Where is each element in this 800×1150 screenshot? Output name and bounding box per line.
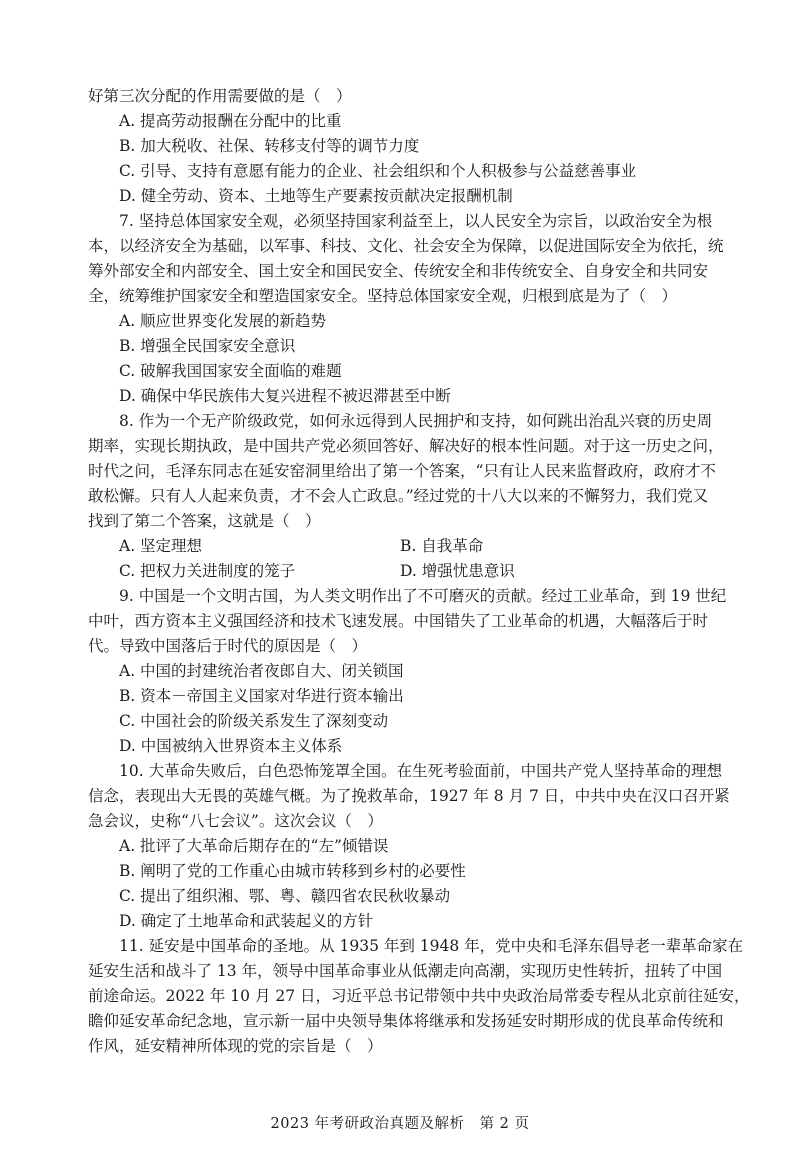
question-stem-line: 期率，实现长期执政，是中国共产党必须回答好、解决好的根本性问题。对于这一历史之问，: [88, 437, 724, 455]
question-stem-line: 7. 坚持总体国家安全观，必须坚持国家利益至上，以人民安全为宗旨，以政治安全为根: [119, 212, 713, 230]
question-stem-line: 9. 中国是一个文明古国，为人类文明作出了不可磨灭的贡献。经过工业革命，到 19 世纪: [119, 587, 727, 605]
option-c: C. 把权力关进制度的笼子: [119, 562, 296, 580]
option-b: B. 资本－帝国主义国家对华进行资本输出: [119, 687, 404, 705]
question-stem-line: 作风，延安精神所体现的党的宗旨是（ ）: [88, 1037, 383, 1055]
question-stem-line: 10. 大革命失败后，白色恐怖笼罩全国。在生死考验面前，中国共产党人坚持革命的理想: [119, 762, 723, 780]
option-c: C. 破解我国国家安全面临的难题: [119, 362, 342, 380]
option-a: A. 提高劳动报酬在分配中的比重: [119, 112, 342, 130]
question-9: [88, 584, 727, 759]
option-b: B. 增强全民国家安全意识: [119, 337, 296, 355]
option-d: D. 健全劳动、资本、土地等生产要素按贡献决定报酬机制: [119, 187, 513, 205]
question-7: [88, 209, 724, 409]
question-stem-line: 瞻仰延安革命纪念地，宣示新一届中央领导集体将继承和发扬延安时期形成的优良革命传统和: [88, 1012, 724, 1030]
option-d: D. 确保中华民族伟大复兴进程不被迟滞甚至中断: [119, 387, 451, 405]
option-c: C. 中国社会的阶级关系发生了深刻变动: [119, 712, 389, 730]
option-c: C. 提出了组织湘、鄂、粤、赣四省农民秋收暴动: [119, 887, 451, 905]
question-stem-line: 筹外部安全和内部安全、国土安全和国民安全、传统安全和非传统安全、自身安全和共同安: [88, 262, 709, 280]
question-stem-line: 急会议，史称“八七会议”。这次会议（ ）: [88, 812, 383, 830]
question-stem-line: 延安生活和战斗了 13 年，领导中国革命事业从低潮走向高潮，实现历史性转折，扭转了中国: [88, 962, 723, 980]
option-d: D. 中国被纳入世界资本主义体系: [119, 737, 343, 755]
option-d: D. 增强忧患意识: [400, 562, 515, 580]
question-6-continuation: [88, 84, 712, 209]
option-row: [88, 534, 712, 559]
option-c: C. 引导、支持有意愿有能力的企业、社会组织和个人积极参与公益慈善事业: [119, 162, 637, 180]
page-footer: 2023 年考研政治真题及解析 第 2 页: [270, 1116, 530, 1132]
option-a: A. 坚定理想: [119, 537, 203, 555]
question-stem-line: 敢松懈。只有人人起来负责，才不会人亡政息。”经过党的十八大以来的不懈努力，我们党又: [88, 487, 709, 505]
question-stem-line: 本，以经济安全为基础，以军事、科技、文化、社会安全为保障，以促进国际安全为依托，统: [88, 237, 724, 255]
option-a: A. 批评了大革命后期存在的“左”倾错误: [119, 837, 389, 855]
question-stem-line: 时代之问，毛泽东同志在延安窑洞里给出了第一个答案，“只有让人民来监督政府，政府才不: [88, 462, 716, 480]
question-stem-line: 好第三次分配的作用需要做的是（ ）: [88, 87, 352, 105]
option-b: B. 加大税收、社保、转移支付等的调节力度: [119, 137, 420, 155]
question-stem-line: 11. 延安是中国革命的圣地。从 1935 年到 1948 年，党中央和毛泽东倡导老一辈革命家在: [119, 937, 744, 955]
option-b: B. 阐明了党的工作重心由城市转移到乡村的必要性: [119, 862, 466, 880]
option-a: A. 中国的封建统治者夜郎自大、闭关锁国: [119, 662, 404, 680]
question-stem-line: 前途命运。2022 年 10 月 27 日，习近平总书记带领中共中央政治局常委专程从北京前往延安，: [88, 987, 750, 1005]
question-stem-line: 8. 作为一个无产阶级政党，如何永远得到人民拥护和支持，如何跳出治乱兴衰的历史周: [119, 412, 713, 430]
question-stem-line: 中叶，西方资本主义强国经济和技术飞速发展。中国错失了工业革命的机遇，大幅落后于时: [88, 612, 709, 630]
question-11: [88, 934, 750, 1059]
question-stem-line: 全，统筹维护国家安全和塑造国家安全。坚持总体国家安全观，归根到底是为了（ ）: [88, 287, 678, 305]
question-stem-line: 信念，表现出大无畏的英雄气概。为了挽救革命，1927 年 8 月 7 日，中共中央在汉口召开紧: [88, 787, 730, 805]
question-stem-line: 找到了第二个答案，这就是（ ）: [88, 512, 321, 530]
question-10: [88, 759, 730, 934]
option-b: B. 自我革命: [400, 537, 484, 555]
option-d: D. 确定了土地革命和武装起义的方针: [119, 912, 374, 930]
option-a: A. 顺应世界变化发展的新趋势: [119, 312, 327, 330]
question-stem-line: 代。导致中国落后于时代的原因是（ ）: [88, 637, 368, 655]
question-8: [88, 409, 724, 584]
option-row: [88, 559, 712, 584]
